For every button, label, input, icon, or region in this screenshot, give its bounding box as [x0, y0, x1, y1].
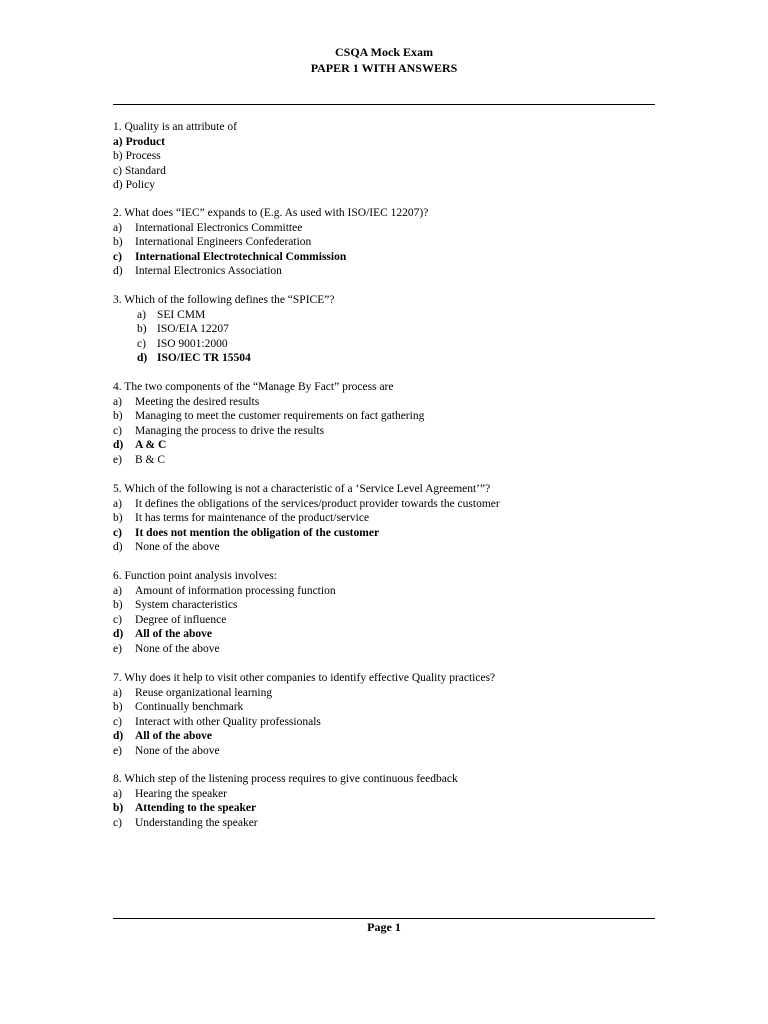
option-letter: e) [113, 642, 122, 655]
option-text: International Electrotechnical Commission [135, 250, 347, 263]
option-text: Managing to meet the customer requirements on fact gathering [135, 410, 425, 423]
question-text: 8. Which step of the listening process requires to give continuous feedback [113, 773, 458, 785]
option-text: Meeting the desired results [135, 395, 260, 408]
option-letter: d) [113, 179, 123, 192]
option-letter: c) [113, 250, 122, 263]
answer-option [113, 453, 673, 468]
question-text: 5. Which of the following is not a characteristic of a ‘Service Level Agreement’”? [113, 483, 491, 495]
question-text: 4. The two components of the “Manage By Fact” process are [113, 381, 394, 393]
answer-option [113, 598, 673, 613]
option-letter: e) [113, 453, 122, 466]
answer-option [113, 787, 673, 802]
option-letter: b) [113, 236, 123, 249]
answer-option-correct [113, 351, 673, 366]
option-text: Hearing the speaker [135, 787, 227, 800]
answer-option [113, 395, 673, 410]
answer-option [113, 511, 673, 526]
option-letter: d) [113, 628, 124, 641]
answer-option-correct [113, 438, 673, 453]
answer-option-correct [113, 627, 673, 642]
option-text: None of the above [135, 541, 220, 554]
option-text: ISO 9001:2000 [157, 337, 228, 350]
option-text: B & C [135, 453, 166, 466]
option-letter: b) [137, 323, 147, 336]
page-number: Page 1 [367, 920, 401, 934]
option-letter: a) [113, 395, 122, 408]
answer-option [113, 424, 673, 439]
option-text: It has terms for maintenance of the product/service [135, 512, 370, 525]
option-letter: c) [137, 337, 146, 350]
question-text: 1. Quality is an attribute of [113, 121, 237, 133]
option-letter: c) [113, 164, 122, 177]
answer-option [113, 322, 673, 337]
question-5 [113, 482, 673, 555]
answer-option-correct [113, 729, 673, 744]
header-rule [113, 104, 655, 105]
option-letter: c) [113, 715, 122, 728]
question-text: 6. Function point analysis involves: [113, 570, 277, 582]
answer-option [113, 264, 673, 279]
option-letter: b) [113, 150, 123, 163]
option-letter: d) [113, 541, 123, 554]
option-letter: c) [113, 424, 122, 437]
option-letter: a) [113, 787, 122, 800]
answer-option [113, 409, 673, 424]
answer-option-correct [113, 250, 673, 265]
exam-title: CSQA Mock Exam [334, 45, 433, 59]
option-text: SEI CMM [157, 308, 206, 321]
footer-rule [113, 918, 655, 919]
question-text: 3. Which of the following defines the “SPICE”? [113, 294, 335, 306]
option-letter: b) [113, 512, 123, 525]
option-letter: b) [113, 599, 123, 612]
option-text: International Engineers Confederation [135, 236, 312, 249]
option-text: None of the above [135, 642, 220, 655]
question-3 [113, 293, 673, 366]
option-text: None of the above [135, 744, 220, 757]
answer-option-correct [113, 526, 673, 541]
option-letter: b) [113, 701, 123, 714]
option-letter: a) [113, 497, 122, 510]
answer-option [113, 584, 673, 599]
exam-subtitle: PAPER 1 WITH ANSWERS [310, 61, 458, 75]
answer-option-correct [113, 801, 673, 816]
answer-option [113, 540, 673, 555]
option-letter: d) [113, 439, 124, 452]
option-text: Standard [124, 164, 166, 177]
option-text: Interact with other Quality professionals [135, 715, 321, 728]
answer-option [113, 715, 673, 730]
option-letter: a) [137, 308, 146, 321]
option-text: Continually benchmark [135, 701, 244, 714]
answer-option [113, 642, 673, 657]
option-text: Understanding the speaker [135, 816, 258, 829]
option-text: System characteristics [135, 599, 238, 612]
answer-option [113, 816, 673, 831]
option-text: ISO/IEC TR 15504 [157, 352, 251, 365]
option-text: Managing the process to drive the results [135, 424, 325, 437]
option-text: Amount of information processing function [135, 584, 336, 597]
answer-option [113, 497, 673, 512]
question-4 [113, 380, 673, 468]
option-letter: b) [113, 802, 124, 815]
answer-option [113, 686, 673, 701]
option-letter: c) [113, 526, 122, 539]
option-text: Internal Electronics Association [135, 265, 282, 278]
question-1 [113, 120, 673, 193]
option-letter: a) [113, 221, 122, 234]
option-letter: c) [113, 816, 122, 829]
answer-option [113, 178, 673, 193]
question-2 [113, 206, 673, 279]
answer-option [113, 337, 673, 352]
answer-option [113, 613, 673, 628]
option-text: International Electronics Committee [135, 221, 303, 234]
question-text: 2. What does “IEC” expands to (E.g. As used with ISO/IEC 12207)? [113, 207, 429, 219]
option-letter: d) [113, 265, 123, 278]
question-text: 7. Why does it help to visit other companies to identify effective Quality practices? [113, 672, 496, 684]
option-text: Process [125, 150, 161, 163]
option-text: ISO/EIA 12207 [157, 323, 229, 336]
option-letter: e) [113, 744, 122, 757]
question-8 [113, 772, 673, 830]
option-letter: a) [113, 584, 122, 597]
option-text: It does not mention the obligation of the customer [135, 526, 380, 539]
option-text: Reuse organizational learning [135, 686, 273, 699]
answer-option [113, 164, 673, 179]
option-text: All of the above [135, 730, 212, 743]
question-6 [113, 569, 673, 657]
option-letter: d) [113, 730, 124, 743]
option-text: It defines the obligations of the services/product provider towards the customer [135, 497, 500, 510]
question-7 [113, 671, 673, 759]
answer-option [113, 308, 673, 323]
option-text: A & C [135, 439, 167, 452]
option-text: Product [125, 135, 165, 148]
option-text: All of the above [135, 628, 212, 641]
option-letter: a) [113, 686, 122, 699]
answer-option-correct [113, 135, 673, 150]
answer-option [113, 744, 673, 759]
option-letter: c) [113, 613, 122, 626]
answer-option [113, 149, 673, 164]
answer-option [113, 700, 673, 715]
option-text: Attending to the speaker [135, 802, 257, 815]
option-text: Degree of influence [135, 613, 227, 626]
option-text: Policy [125, 179, 155, 192]
answer-option [113, 235, 673, 250]
answer-option [113, 221, 673, 236]
option-letter: b) [113, 410, 123, 423]
option-letter: d) [137, 352, 148, 365]
option-letter: a) [113, 135, 123, 148]
